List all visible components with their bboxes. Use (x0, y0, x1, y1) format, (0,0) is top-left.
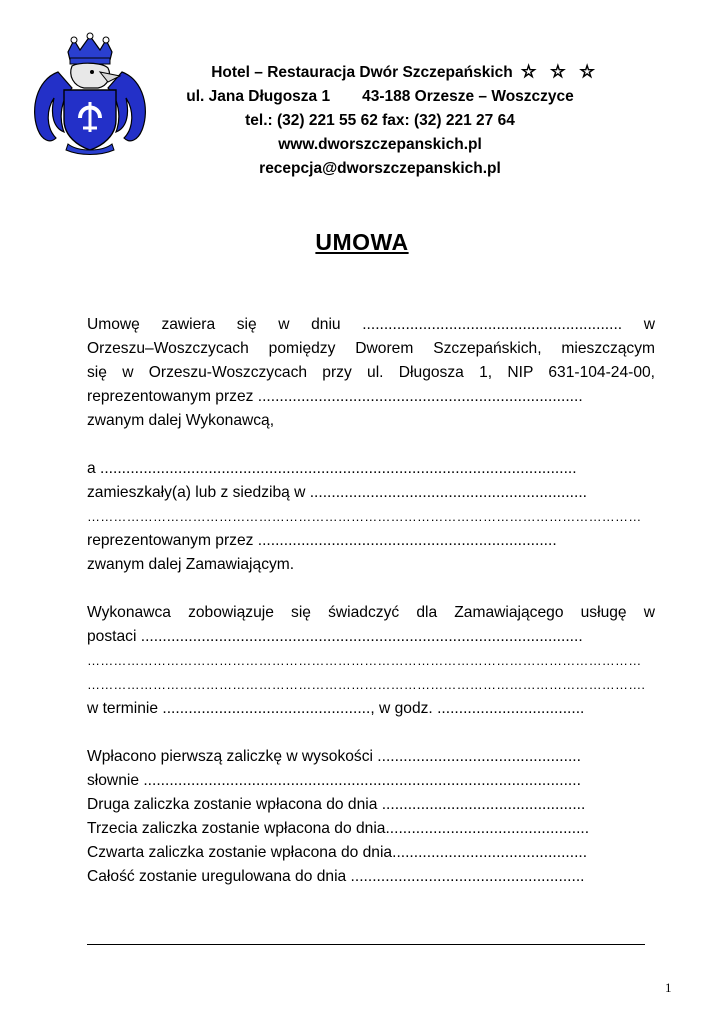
contract-line: reprezentowanym przez ........................................................................... (87, 388, 583, 405)
contract-line: Wykonawca zobowiązuje się świadczyć dla Zamawiającego usługę w (87, 604, 655, 621)
contract-line: się w Orzeszu-Woszczycach przy ul. Długosza 1, NIP 631-104-24-00, (87, 364, 655, 381)
page-number: 1 (665, 980, 672, 995)
contract-line: a .............................................................................................................. (87, 460, 577, 477)
contract-line: ……………………………………………………………………………………………………………… (87, 653, 642, 668)
hotel-name-row (190, 60, 630, 85)
hotel-city: 43-188 Orzesze – Woszczyce (362, 88, 574, 105)
contract-body (87, 313, 655, 889)
contract-line: ……………………………………………………………………………………………………………… (87, 509, 642, 524)
star-rating-icons: ☆☆☆ (521, 62, 609, 81)
document-title: UMOWA (315, 229, 409, 255)
coat-of-arms-logo (28, 32, 152, 156)
contract-line: zamieszkały(a) lub z siedzibą w ................................................................ (87, 484, 587, 501)
hotel-letterhead (160, 60, 609, 181)
hotel-phone-fax: tel.: (32) 221 55 62 fax: (32) 221 27 64 (245, 112, 515, 129)
contract-line: Umowę zawiera się w dniu ............................................................ w (87, 316, 655, 333)
contract-line: ………………………………………………………………………………………………………………. (87, 677, 646, 692)
hotel-address-row (160, 85, 600, 109)
contract-line: Czwarta zaliczka zostanie wpłacona do dnia............................................. (87, 844, 588, 861)
contract-line: Druga zaliczka zostanie wpłacona do dnia ............................................... (87, 796, 586, 813)
contract-line: zwanym dalej Wykonawcą, (87, 412, 275, 429)
contract-line: słownie ..................................................................................................... (87, 772, 581, 789)
contract-line: Trzecia zaliczka zostanie wpłacona do dnia............................................... (87, 820, 590, 837)
contract-line: postaci ...................................................................................................... (87, 628, 583, 645)
contract-line: Orzeszu–Woszczycach pomiędzy Dworem Szczepańskich, mieszczącym (87, 340, 655, 357)
hotel-street: ul. Jana Długosza 1 (186, 88, 331, 105)
contract-line: Wpłacono pierwszą zaliczkę w wysokości ............................................... (87, 748, 581, 765)
hotel-email: recepcja@dworszczepanskich.pl (259, 160, 501, 177)
hotel-website: www.dworszczepanskich.pl (278, 136, 482, 153)
contract-line: Całość zostanie uregulowana do dnia ...................................................... (87, 868, 585, 885)
contract-line: reprezentowanym przez ..................................................................... (87, 532, 557, 549)
footer-divider (87, 944, 645, 945)
contract-line: w terminie ................................................, w godz. .................................. (87, 700, 585, 717)
hotel-name: Hotel – Restauracja Dwór Szczepańskich (211, 64, 513, 81)
contract-line: zwanym dalej Zamawiającym. (87, 556, 295, 573)
